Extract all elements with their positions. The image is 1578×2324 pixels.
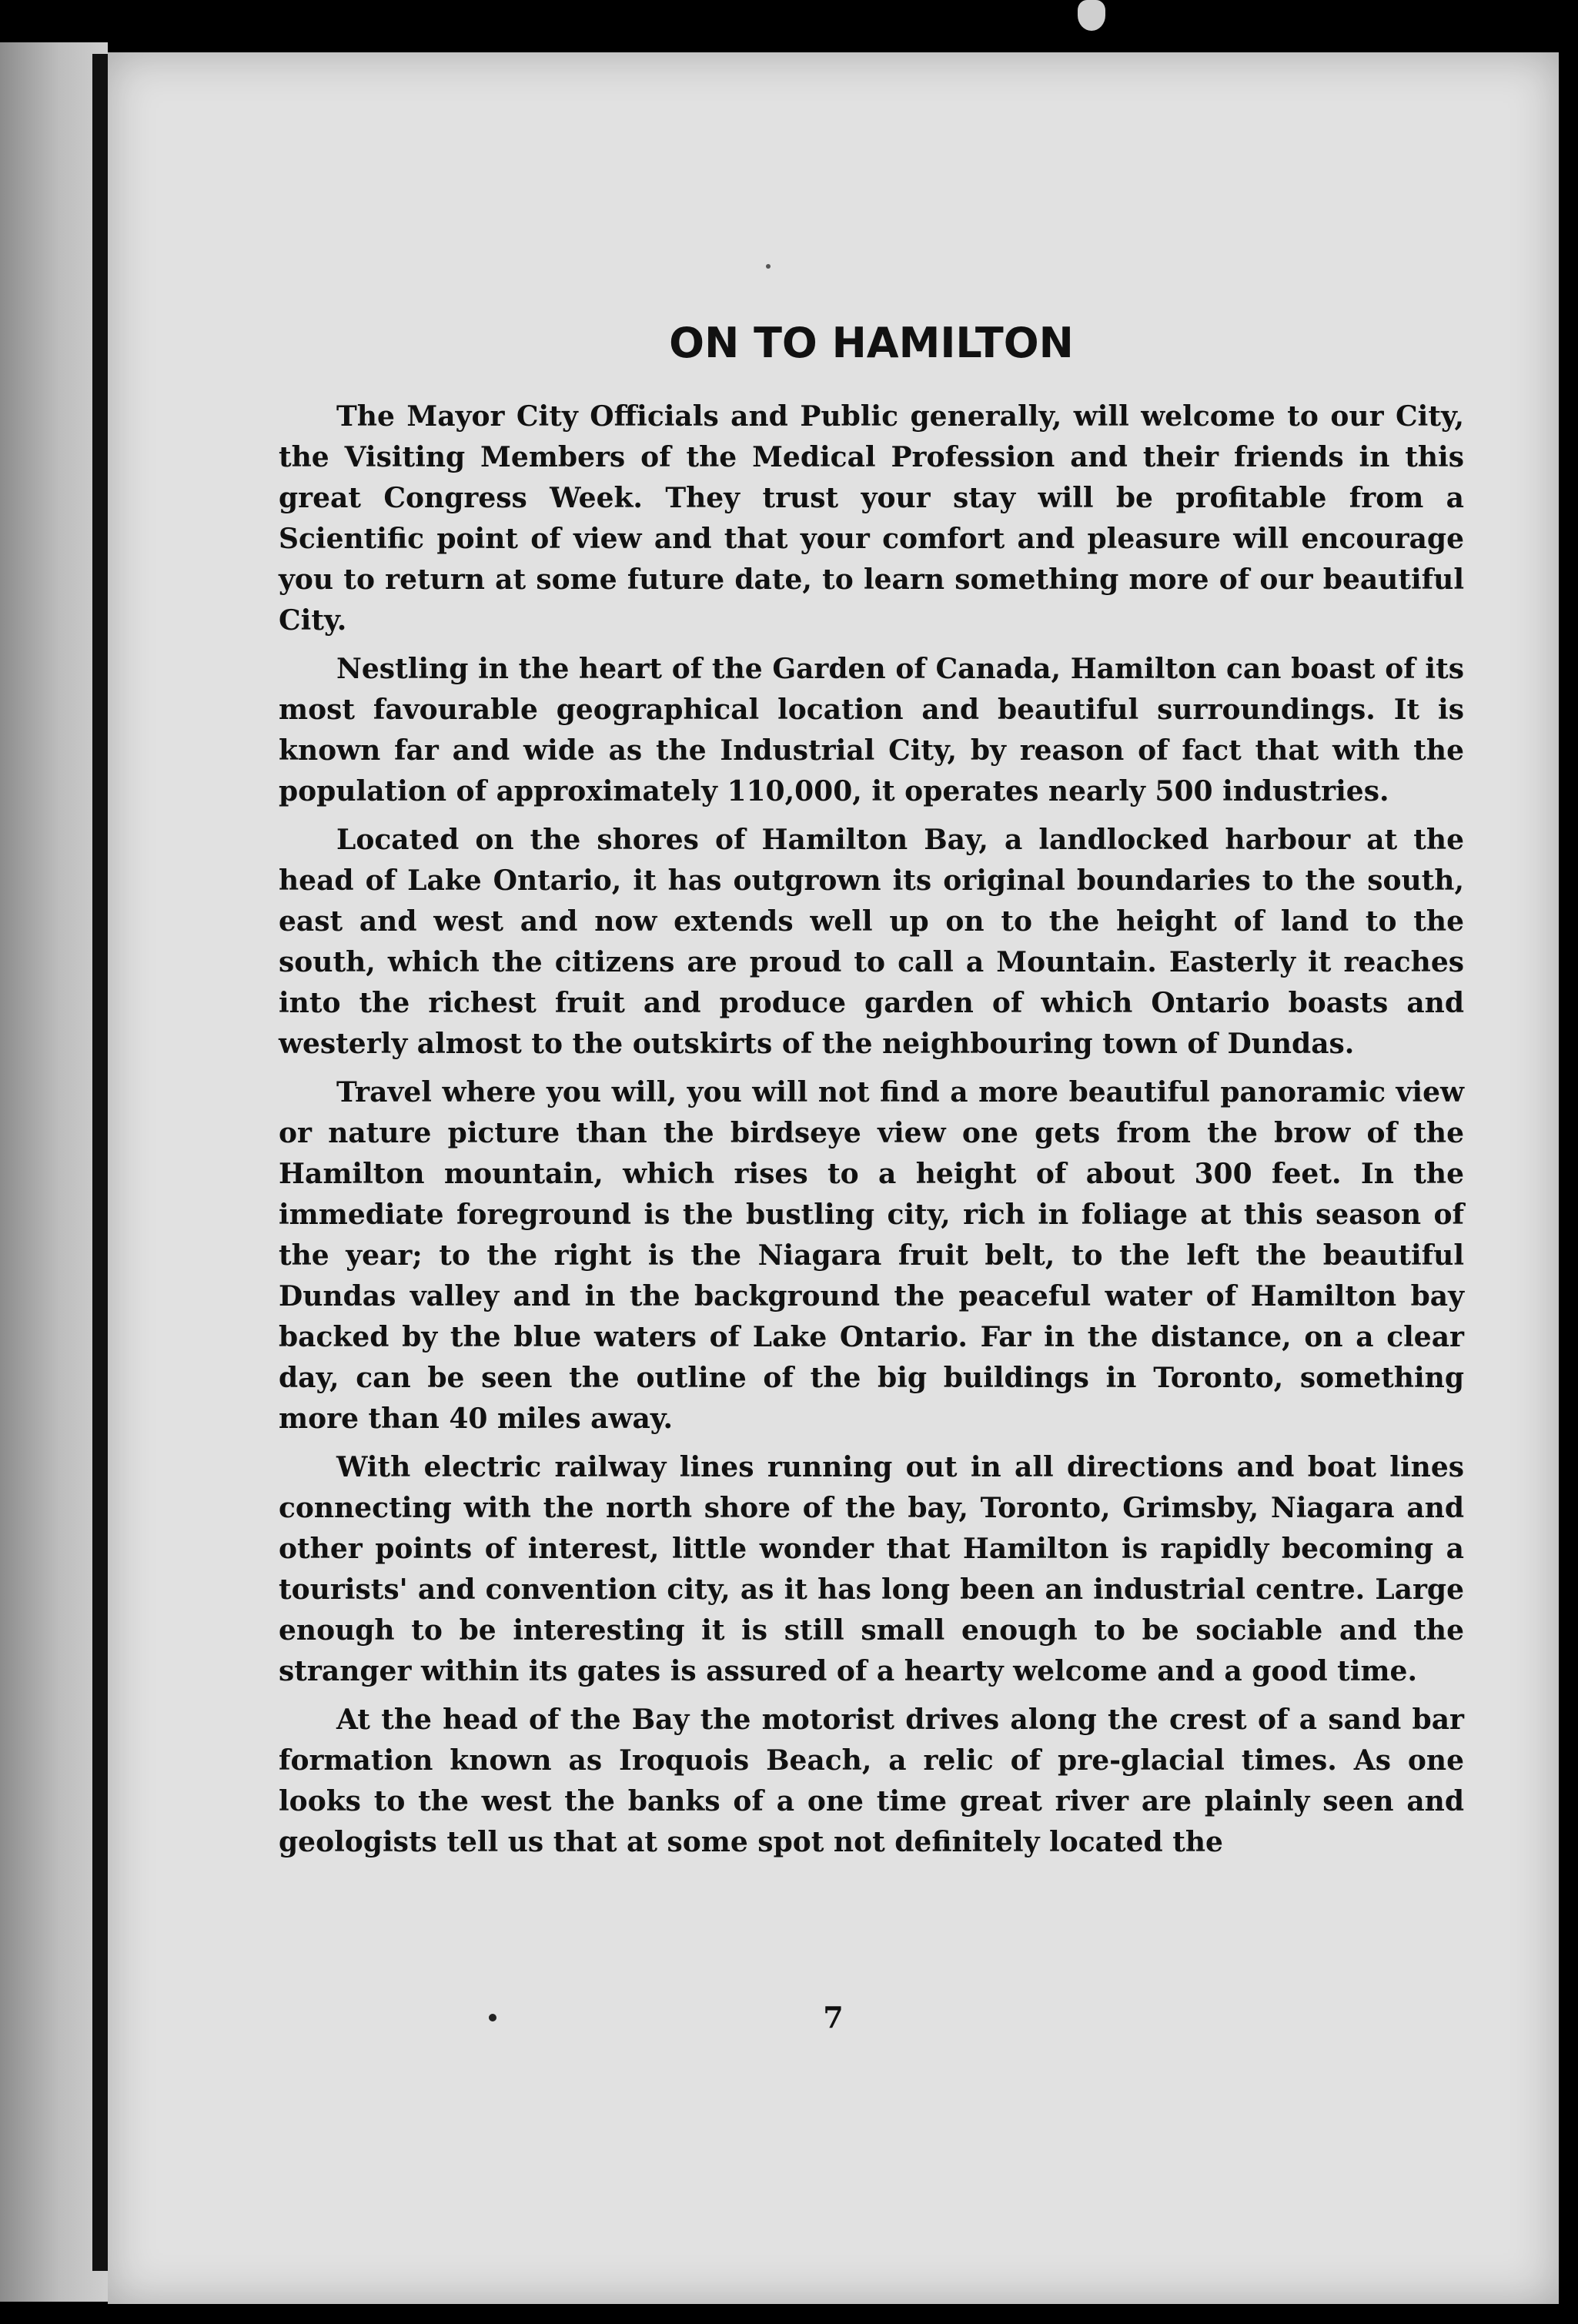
page-number: 7 [823, 2000, 844, 2035]
paragraph-welcome: The Mayor City Officials and Public generally, will welcome to our City, the Visiting Members of the Medical Profession and their friends in this great Congress Week. They trust your stay will be profitable from a Scientific point of view and that your comfort and pleasure will encourage you to return at some future date, to learn something more of our beautiful City. [279, 400, 1464, 637]
paragraph-location: Located on the shores of Hamilton Bay, a landlocked harbour at the head of Lake Ontario, it has outgrown its original boundaries to the south, east and west and now extends well up on to the height of land to the south, which the citizens are proud to call a Mountain. Easterly it reaches into the richest fruit and produce garden of which Ontario boasts and westerly almost to the outskirts of the neighbouring town of Dundas. [279, 824, 1464, 1060]
paragraph-iroquois-beach: At the head of the Bay the motorist drives along the crest of a sand bar formation known as Iroquois Beach, a relic of pre-glacial times. As one looks to the west the banks of a one time great river are plainly seen and geologists tell us that at some spot not definitely located the [279, 1704, 1464, 1858]
page-title: ON TO HAMILTON [669, 319, 1074, 367]
paragraph-railway-lines: With electric railway lines running out in all directions and boat lines connecting with the north shore of the bay, Toronto, Grimsby, Niagara and other points of interest, little wonder that Hamilton is rapidly becoming a tourists' and convention city, as it has long been an industrial centre. Large enough to be interesting it is still small enough to be sociable and the stranger within its gates is assured of a hearty welcome and a good time. [279, 1451, 1464, 1687]
paragraph-panoramic-view: Travel where you will, you will not find a more beautiful panoramic view or nature picture than the birdseye view one gets from the brow of the Hamilton mountain, which rises to a height of about 300 feet. In the immediate foreground is the bustling city, rich in foliage at this season of the year; to the right is the Niagara fruit belt, to the left the beautiful Dundas valley and in the background the peaceful water of Hamilton bay backed by the blue waters of Lake Ontario. Far in the distance, on a clear day, can be seen the outline of the big buildings in Toronto, something more than 40 miles away. [279, 1076, 1464, 1435]
scan-artifact [1078, 0, 1105, 31]
paragraph-garden-of-canada: Nestling in the heart of the Garden of Canada, Hamilton can boast of its most favourable geographical location and beautiful surroundings. It is known far and wide as the Industrial City, by reason of fact that with the population of approximately 110,000, it operates nearly 500 industries. [279, 653, 1464, 808]
page-content [279, 319, 1464, 1871]
page-speck [766, 264, 771, 269]
adjacent-page-edge [0, 42, 108, 2302]
document-page [108, 52, 1559, 2304]
